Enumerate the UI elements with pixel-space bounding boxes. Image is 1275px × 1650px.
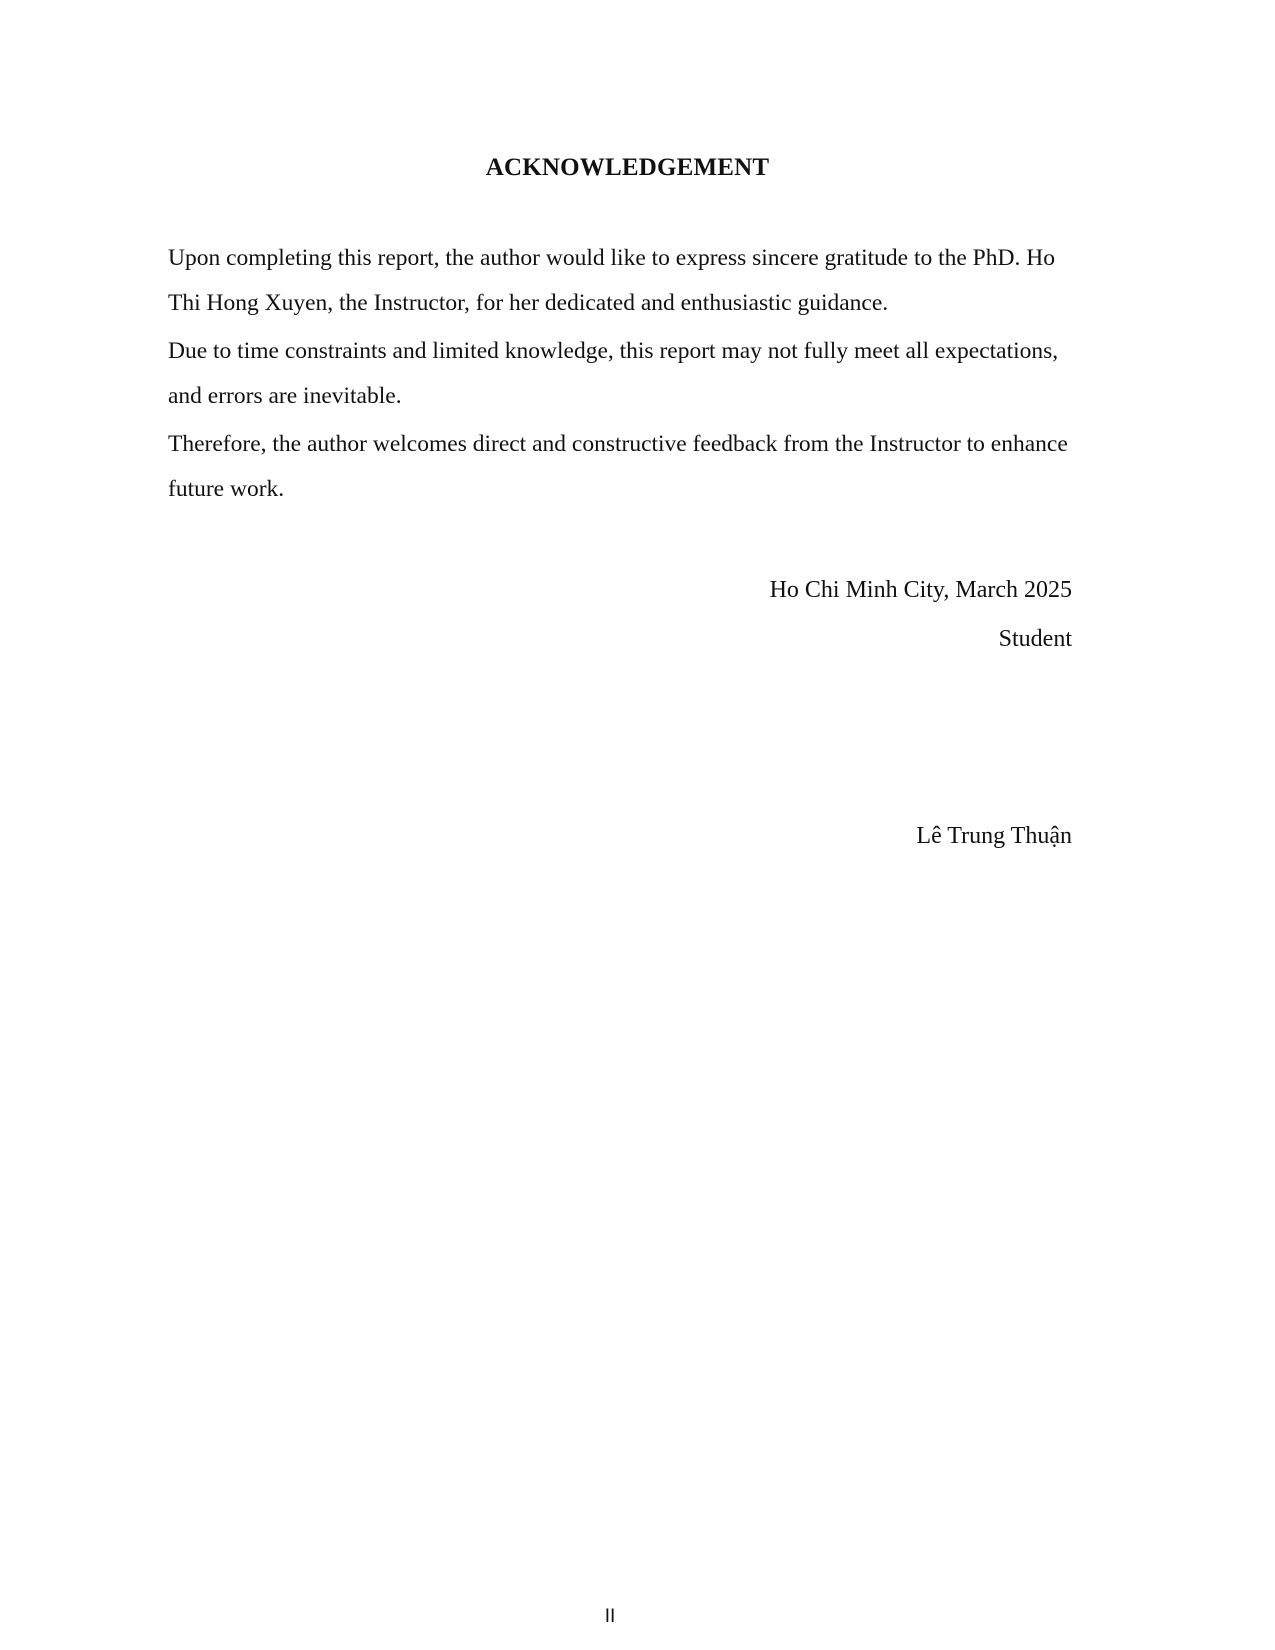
signer-role: Student [998, 626, 1072, 652]
signer-name: Lê Trung Thuận [916, 823, 1072, 849]
acknowledgement-body [168, 236, 1073, 515]
place-and-date: Ho Chi Minh City, March 2025 [769, 577, 1072, 603]
paragraph-feedback: Therefore, the author welcomes direct and constructive feedback from the Instructor to enhance future work. [168, 431, 1068, 502]
page-title: ACKNOWLEDGEMENT [485, 154, 770, 181]
paragraph-limitations: Due to time constraints and limited knowledge, this report may not fully meet all expectations, and errors are inevitable. [168, 338, 1059, 409]
paragraph-gratitude: Upon completing this report, the author would like to express sincere gratitude to the PhD. Ho Thi Hong Xuyen, the Instructor, for her dedicated and enthusiastic guidance. [168, 245, 1055, 316]
page-number: II [604, 1606, 616, 1627]
